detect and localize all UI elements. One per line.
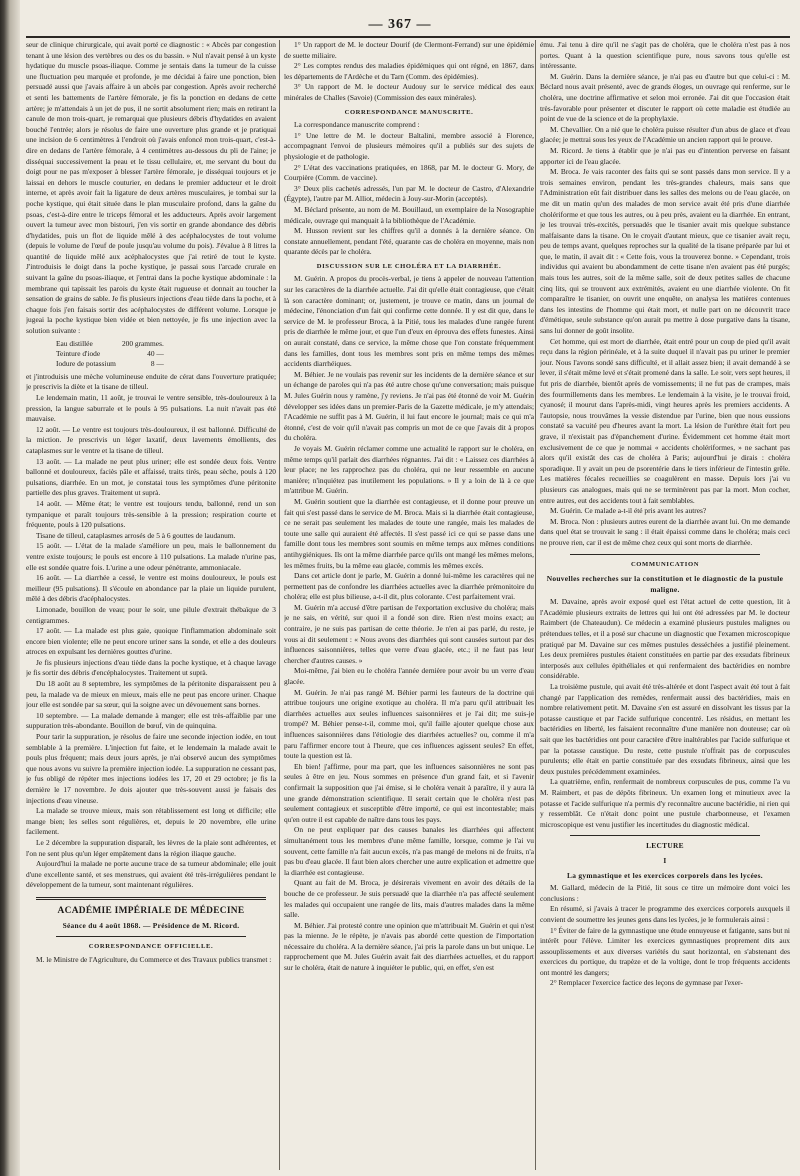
formula-amount: 200 grammes. — [121, 338, 164, 348]
paragraph: Pour tarir la suppuration, je résolus de faire une seconde injection iodée, en tout semblable à la première. L'injection fut faite, et le lendemain la malade avait le pouls plus fréquent; mais deux jours après, je n'ai observé aucun des symptômes que nous avons vu suivre la première injection iodée. La suppuration ne cessant pas, je fus obligé de répéter mes injections iodées les 17, 20 et 29 octobre; je fis la dernière le 17 novembre. Je dois ajouter que très-souvent aussi je faisais des injections d'eau vineuse. — [26, 732, 276, 805]
paragraph: M. Davaine, après avoir exposé quel est l'état actuel de cette question, lit à l'Académie plusieurs extraits de lettres qui lui ont été adressées par M. le docteur Raimbert (de Chateaudun). Ce médecin a examiné plusieurs pustules malignes ou prétendues telles, et il a posé sur chacune un diagnostic que l'examen microscopique pratiqué par M. Davaine sur ces mêmes pustules desséchées a justifié pleinement. Les deux premières pustules étaient constituées en partie par des exsudats fibrineux interposés aux cellules épithéliales et qui renfermaient des bactéridies en nombre considérable. — [540, 597, 790, 681]
formula-amount: 8 — — [150, 359, 164, 369]
paragraph: 2° Les comptes rendus des maladies épidémiques qui ont régné, en 1867, dans les départements de l'Ardèche et du Tarn (Comm. des épidémies). — [284, 61, 534, 81]
paragraph: seur de clinique chirurgicale, qui avait porté ce diagnostic : « Abcès par congestion tenant à une lésion des vertèbres ou des os du bassin. » Nul n'avait pensé à un kyste hydatique du muscle psoas-iliaque. Comme je sentais dans la tumeur de la cuisse une fluctuation peu marquée et profonde, je me décidai à faire une ponction, bien persuadé aussi que j'avais affaire à un abcès par congestion. Après avoir recherché et senti les battements de l'artère fémorale, je fis la ponction en dedans de cette artère; je m'attendais à un jet de pus, il ne sortit absolument rien; mais en retirant la canule de mon trois-quart, je remarquai que plusieurs débris d'hydatides en avaient bouché l'entrée; alors je résolus de faire une ouverture plus grande et je pratiquai une incision de 6 centimètres à l'endroit où j'avais enfoncé mon trois-quart, c'est-à-dire en dedans de l'artère fémorale, à 4 centimètres au-dessous du pli de l'aine; je disséquai successivement la peau et le tissu cellulaire, et, me servant du bout du doigt pour ne pas m'exposer à blesser l'artère fémorale, je disséquai toujours et je laissai en dehors le muscle couturier, en dedans le premier adducteur et le droit interne, et après avoir fait la ligature de deux artères musculaires, je tombai sur la poche kystique, qui était située dans le plan musculaire profond, dans la gaîne du psoas, c'est-à-dire entre le triceps fémoral et les adducteurs. Après avoir largement ouvert la tumeur avec mon bistouri, j'en vis sortir en grande abondance des débris d'hydatides, puis un flot de liquide mêlé à des acéphalocystes de tout volume (depuis le volume de l'œuf de poule jusqu'au volume du pois). J'évalue à 8 litres la quantité de liquide mêlé aux acéphalocystes que j'ai retiré de tout le kyste. J'introduisis le doigt dans la poche kystique, je passai sous l'arcade crurale en suivant la gaîne du psoas-iliaque, et j'entrai dans la poche kystique abdominale : la membrane qui tapissait les parois du kyste était rugueuse et donnait au toucher la sensation de grains de sable. Je fis plusieurs injections d'eau tiède dans la poche, et à chaque fois j'en faisais sortir des acéphalocystes de différent volume. Lorsque je jugeai la poche kystique bien vidée et bien nettoyée, je fis une injection avec la solution suivante : — [26, 40, 276, 336]
session-subtitle: Séance du 4 août 1868. — Présidence de M. Ricord. — [62, 920, 240, 930]
paragraph: et j'introduisis une mèche volumineuse enduite de cérat dans l'ouverture pratiquée; je prescrivis la diète et la tisane de tilleul. — [26, 371, 276, 392]
formula-table — [56, 339, 168, 370]
formula-ingredient: Teinture d'iode — [56, 349, 101, 359]
paragraph: Du 18 août au 8 septembre, les symptômes de la péritonite disparaissent peu à peu, la malade va de mieux en mieux, mais elle ne peut pas encore uriner. Chaque jour elle est sondée par sa sœur, qui la soigne avec un dévouement sans bornes. — [26, 679, 276, 710]
paragraph: 14 août. — Même état; le ventre est toujours tendu, ballonné, rend un son tympanique et paraît toujours très-sensible à la pression; respiration courte et fréquente, pouls à 120 pulsations. — [26, 498, 276, 530]
separator — [570, 554, 760, 555]
paragraph: M. Béclard présente, au nom de M. Bouillaud, un exemplaire de la Nosographie médicale, ouvrage qui manquait à la bibliothèque de l'Académie. — [284, 204, 534, 225]
paragraph: Eh bien! j'affirme, pour ma part, que les influences saisonnières ne sont pas seules à être en jeu. Nous sommes en présence d'un grand fait, et si l'avenir confirmait la supposition que j'ai émise, si le choléra venait à paraître, il y aura là une grande démonstration scientifique. Il serait certain que le choléra n'est pas seulement contagieux et susceptible d'être importé, ce qui est incontestable; mais qu'en outre il est capable de naître dans tous les pays. — [284, 761, 534, 824]
column-divider — [279, 40, 280, 1170]
formula-row — [56, 349, 168, 359]
communication-title: Nouvelles recherches sur la constitution et le diagnostic de la pustule maligne. — [546, 574, 784, 594]
section-heading: ACADÉMIE IMPÉRIALE DE MÉDECINE — [57, 905, 245, 916]
header-rule — [26, 36, 790, 38]
paragraph: M. Gallard, médecin de la Pitié, lit sous ce titre un mémoire dont voici les conclusions : — [540, 883, 790, 903]
paragraph: M. le Ministre de l'Agriculture, du Commerce et des Travaux publics transmet : — [36, 954, 272, 964]
paragraph: 3° Un rapport de M. le docteur Audouy sur le service médical des eaux minérales de Challes (Savoie) (Commission des eaux minérales). — [284, 82, 534, 102]
paragraph: Je voyais M. Guérin réclamer comme une actualité le rapport sur le choléra, en même temps qu'il parlait des diarrhées régnantes. J'ai dit : « Laissez ces diarrhées à leur place; ne les rapprochez pas du choléra, qui ne leur ressemble en aucune manière; n'inquiétez pas inutilement les populations. » Il y a loin de là à ce que m'attribue M. Guérin. — [284, 443, 534, 496]
paragraph: 1° Un rapport de M. le docteur Dourif (de Clermont-Ferrand) sur une épidémie de suette miliaire. — [284, 40, 534, 60]
paragraph: 2° Remplacer l'exercice factice des leçons de gymnase par l'exer- — [550, 978, 743, 988]
paragraph: 12 août. — Le ventre est toujours très-douloureux, il est ballonné. Difficulté de la miction. Je prescrivis un léger laxatif, deux lavements émollients, des cataplasmes sur le ventre et la tisane de tilleul. — [26, 424, 276, 455]
paragraph: M. Chevallier. On a nié que le choléra puisse résulter d'un abus de glace et d'eau glacée; je mettrai sous les yeux de l'Académie un ancien rapport qui le prouve. — [540, 124, 790, 145]
formula-ingredient: Iodure de potassium — [56, 359, 116, 369]
paragraph: M. Guérin. Ce malade a-t-il été pris avant les autres? — [550, 506, 707, 516]
paragraph: M. Husson revient sur les chiffres qu'il a donnés à la dernière séance. On constate annuellement, pendant l'été, quarante cas de choléra en moyenne, mais non quarante décès par le choléra. — [284, 226, 534, 257]
formula-ingredient: Eau distillée — [56, 338, 93, 348]
separator — [56, 936, 246, 937]
lecture-number: I — [663, 855, 667, 865]
formula-amount: 40 — — [147, 349, 164, 359]
paragraph: Moi-même, j'ai bien eu le choléra l'année dernière pour avoir bu un verre d'eau glacée. — [284, 666, 534, 687]
separator — [570, 835, 760, 836]
paragraph: M. Broca. Je vais raconter des faits qui se sont passés dans mon service. Il y a trois semaines environ, pendant les très-grandes chaleurs, mais sans que l'Administration eût fait distribuer dans les salles des melons ou de l'eau glacée, on me dit un matin qu'un des malades de mon service avait été pris d'une diarrhée cholériforme et que tous les autres, ou à peu près, avaient eu la diarrhée. En entrant, je les trouvai très-excités, persuadés que le tisanier avait mis quelque substance malfaisante dans la tisane. On le croyait d'autant mieux, que ce tisanier avait reçu, peu de temps avant, quelques reproches sur la qualité de la tisane préparée par lui et que, le matin, il avait dit : « Cette fois, vous la trouverez bonne. » Cependant, trois individus qui avaient bu abondamment de cette tisane n'en avaient pas été purgés; mais tous les autres, soit de la même salle, soit de deux petites salles de chacune cinq lits, qui se trouvent aux extrémités, avaient eu une diarrhée violente. On fit comparaître le tisanier, on ouvrit une enquête, on analysa les matières contenues dans les intestins de l'homme qui était mort, et nulle part on ne découvrit trace d'émétique, seule substance qu'on aurait pu mettre à dose purgative dans la tisane, sans lui donner de goût insolite. — [540, 167, 790, 336]
subsection-heading: CORRESPONDANCE OFFICIELLE. — [88, 943, 214, 951]
paragraph: 15 août. — L'état de la malade s'améliore un peu, mais le ballonnement du ventre existe toujours; le pouls est encore à 110 pulsations. La malade n'urine pas, elle est sondée quatre fois. L'urine a une odeur pénétrante, ammoniacale. — [26, 541, 276, 572]
paragraph: Tisane de tilleul, cataplasmes arrosés de 5 à 6 gouttes de laudanum. — [36, 530, 236, 540]
page-number: — 367 — — [368, 17, 432, 32]
column-2 — [284, 40, 534, 1170]
paragraph: M. Guérin soutient que la diarrhée est contagieuse, et il donne pour preuve un fait qui s'est passé dans le service de M. Broca. Mais si la diarrhée était contagieuse, ce ne serait pas seulement les malades de toute une rangée, mais les malades de toute une salle qui auraient été affectés. Il s'est passé ici ce qui se passe dans une famille dont tous les membres sont soumis en même temps aux mêmes conditions antihygiéniques. Ils ont la même diarrhée parce qu'ils ont mangé les mêmes melons, les mêmes fruits, bu la même eau glacée, commis les mêmes excès. — [284, 496, 534, 570]
paragraph: La quatrième, enfin, renfermait de nombreux corpuscules de pus, comme l'a vu M. Raimbert, et pas de dépôts fibrineux. Un examen long et minutieux avec la potasse et l'acide sulfurique n'a permis d'y reconnaître aucune bactéridie, ni rien qui y ressemblât. Ce n'était donc point une pustule charbonneuse, et l'examen microscopique est venu justifier les incertitudes du diagnostic médical. — [540, 777, 790, 829]
section-heading: COMMUNICATION — [630, 560, 700, 568]
paragraph: 1° Une lettre de M. le docteur Baltalini, membre associé à Florence, accompagnant l'envoi de plusieurs mémoires qu'il a publiés sur des sujets de physiologie et de pathologie. — [284, 130, 534, 161]
paragraph: Limonade, bouillon de veau; pour le soir, une pilule d'extrait thébaïque de 3 centigrammes. — [26, 604, 276, 625]
paragraph: M. Guérin. A propos du procès-verbal, je tiens à appeler de nouveau l'attention sur les caractères de la diarrhée actuelle. J'ai dit qu'elle était contagieuse, que c'était là son caractère dominant; or, justement, je trouve ce matin, dans un journal de médecine, l'énonciation d'un fait qui confirme cette donnée. Il y est dit que, dans le service de M. le professeur Broca, à la Pitié, tous les malades d'une rangée furent pris de diarrhée le même jour, et que l'un d'eux en éprouva des effets funestes. Ainsi on aurait constaté, dans ce service, la même chose que l'on constate fréquemment dans les familles, dont tous les membres sont pris en même temps des mêmes accidents diarrhéiques. — [284, 274, 534, 369]
paragraph: 10 septembre. — La malade demande à manger; elle est très-affaiblie par une suppuration très-abondante. Bouillon de bœuf, vin de quinquina. — [26, 710, 276, 731]
section-heading: LECTURE — [646, 841, 684, 851]
paragraph: La correspondance manuscrite comprend : — [294, 120, 420, 130]
paragraph: M. Béhier. Je ne voulais pas revenir sur les incidents de la dernière séance et sur un échange de paroles qui n'a pas été autre chose qu'une conversation; mais puisque M. Jules Guérin nous y ramène, j'y reviens. Je n'ai pas été étonné de voir M. Guérin développer ses idées dans un premier-Paris de la Gazette médicale, je m'y attendais; l'Académie ne suffit pas à M. Guérin, il lui faut encore le journal; mais ce qui m'a étonné, c'est de voir qu'il n'avait pas compris un mot de ce que j'avais dit à propos du choléra. — [284, 369, 534, 443]
lecture-title: La gymnastique et les exercices corporels dans les lycées. — [567, 870, 763, 880]
paragraph: Je fis plusieurs injections d'eau tiède dans la poche kystique, et à chaque lavage je fis sortir des débris d'encéphalocystes. Traitement ut suprà. — [26, 657, 276, 678]
section-separator — [36, 897, 266, 900]
paragraph: M. Béhier. J'ai protesté contre une opinion que m'attribuait M. Guérin et qui n'est pas la mienne. Je le répète, je n'avais pas abordé cette question de l'importation nécessaire du choléra. A la dernière séance, j'ai pris la parole dans un but unique. Le rapprochement que M. Jules Guérin avait fait des diarrhées actuelles, et du rapport sur le choléra, était de nature à inquiéter le public, qui, en effet, s'en est — [284, 920, 534, 973]
paragraph: M. Broca. Non : plusieurs autres eurent de la diarrhée avant lui. On me demande dans quel état se trouvait le sang : il était épaissi comme dans le choléra; mais ceci ne prouve rien, car il est de même chez ceux qui sont morts de diarrhée. — [540, 516, 790, 547]
paragraph: 13 août. — La malade ne peut plus uriner; elle est sondée deux fois. Ventre ballonné et douloureux, faciès pâle et affaissé, traits tirés, peau sèche, pouls à 120 pulsations, diarrhée. En un mot, je constatai tous les symptômes d'une péritonite partielle des plus graves. Traitement ut suprà. — [26, 456, 276, 498]
paragraph: M. Ricord. Je tiens à établir que je n'ai pas eu d'intention perverse en faisant apporter ici de l'eau glacée. — [540, 145, 790, 166]
paragraph: Dans cet article dont je parle, M. Guérin a donné lui-même les caractères qui ne permettent pas de confondre les diarrhées actuelles avec la diarrhée prémonitoire du choléra; elle est plus bilieuse, a-t-il dit, plus colorante. C'est parfaitement vrai. — [284, 571, 534, 602]
formula-row — [56, 339, 168, 349]
column-3 — [540, 40, 790, 1170]
paragraph: 3° Deux plis cachetés adressés, l'un par M. le docteur de Castro, d'Alexandrie (Égypte), l'autre par M. Alliot, médecin à Jouy-sur-Morin (acceptés). — [284, 183, 534, 204]
paragraph: Quant au fait de M. Broca, je désirerais vivement en avoir des détails de la bouche de ce professeur. Je suis persuadé que la diarrhée n'a pas affecté seulement les malades qui occupaient une rangée de lits, mais d'autres malades dans la même salle. — [284, 878, 534, 920]
column-1 — [26, 40, 276, 1170]
formula-row — [56, 359, 168, 369]
subsection-heading: DISCUSSION SUR LE CHOLÉRA ET LA DIARRHÉE. — [316, 262, 502, 270]
paragraph: Le lendemain matin, 11 août, je trouvai le ventre sensible, très-douloureux à la pression, la langue saburrale et le pouls à 95 pulsations. La nuit n'avait pas été mauvaise. — [26, 393, 276, 424]
paragraph: M. Guérin m'a accusé d'être partisan de l'exportation exclusive du choléra; mais je ne sais, en vérité, sur quoi il a fondé son dire. Rien n'est moins exact; au contraire, je ne suis pas partisan de cette théorie. Je n'en ai pas parlé, du reste, je vous ai dit seulement : « Nous avons des diarrhées qui sont causées surtout par des influences saisonnières, telles que verre d'eau glacée, etc.; il ne faut pas leur chercher d'autres causes. » — [284, 602, 534, 665]
paragraph: Aujourd'hui la malade ne porte aucune trace de sa tumeur abdominale; elle jouit d'une excellente santé, et ses menstrues, qui avaient été très-irrégulières pendant le développement de la tumeur, sont maintenant régulières. — [26, 859, 276, 890]
paragraph: ému. J'ai tenu à dire qu'il ne s'agit pas de choléra, que le choléra n'est pas à nos portes. Quant à la question scientifique pure, nous savons tous qu'elle est intéressante. — [540, 40, 790, 71]
paragraph: 17 août. — La malade est plus gaie, quoique l'inflammation abdominale soit encore bien violente; elle ne peut encore uriner sans la sonde, et elle a des douleurs atroces en expulsant les dernières gouttes d'urine. — [26, 626, 276, 657]
paragraph: 2° L'état des vaccinations pratiquées, en 1868, par M. le docteur G. Mory, de Courpière (Comm. de vaccine). — [284, 162, 534, 183]
subsection-heading: CORRESPONDANCE MANUSCRITE. — [344, 108, 474, 116]
paragraph: La troisième pustule, qui avait été très-altérée et dont l'aspect avait été tout à fait changé par l'application des remèdes, renfermait aussi des bactéridies, mais en nombre relativement petit. M. Davaine s'en est assuré en dissolvant les tissus par la potasse caustique et par l'acide sulfurique concentré. Les résidus, en mettant les bactéridies en liberté, les faisaient reconnaître d'une manière non douteuse; car où sait que les bactéridies ont pour caractère d'être inaltérables par l'acide sulfurique et par la potasse caustique. Du reste, cette pustule n'offrait pas de corpuscules purulents; elle était en partie constituée par des exsudats fibrineux, ainsi que les deux pustules précédemment examinées. — [540, 682, 790, 776]
paragraph: La malade se trouve mieux, mais son rétablissement est long et difficile; elle mange bien; les selles sont régulières, et, depuis le 20 novembre, elle urine facilement. — [26, 806, 276, 837]
paragraph: On ne peut expliquer par des causes banales les diarrhées qui affectent simultanément tous les membres d'une même famille, lorsque, comme je l'ai vu souvent, cette famille n'a fait aucun excès, n'a pas mangé de melons ni de fruits, n'a pas bu d'eau glacée. Il faut bien alors chercher une autre explication et admettre que la diarrhée est contagieuse. — [284, 825, 534, 877]
paragraph: M. Guérin. Je n'ai pas rangé M. Béhier parmi les fauteurs de la doctrine qui attribue toujours une origine exotique au choléra. Il m'a paru qu'il attribuait les diarrhées actuelles aux seules influences saisonnières et je l'ai dit; me suis-je trompé? M. Béhier pense-t-il, comme moi, qu'il faille ajouter quelque chose aux influences saisonnières dans l'étiologie des diarrhées actuelles? ou, comme il m'a paru l'affirmer encore tout à l'heure, que ces influences agissent seules? En effet, toute la question est là. — [284, 687, 534, 761]
paragraph: M. Guérin. Dans la dernière séance, je n'ai pas eu d'autre but que celui-ci : M. Béclard nous avait présenté, avec de grands éloges, un ouvrage qui renferme, sur le choléra, une doctrine affirmative et selon moi erronée. J'ai dit que l'occasion était très-favorable pour présenter et discuter le rapport où cette maladie est étudiée au point de vue de la science et de la prophylaxie. — [540, 71, 790, 124]
column-divider — [535, 40, 536, 1170]
paragraph: En résumé, si j'avais à tracer le programme des exercices corporels auxquels il convient de soumettre les jeunes gens dans les lycées, je le formulerais ainsi : — [540, 904, 790, 924]
paragraph: 1° Éviter de faire de la gymnastique une étude ennuyeuse et fatigante, sans but ni intérêt pour l'élève. Limiter les exercices gymnastiques proprement dits aux assouplissements et aux diverses variétés du saut horizontal, en s'abstenant des exercices du portique, du trapèze et de la voltige, dont le trop fréquents accidents ont montré les dangers; — [540, 925, 790, 977]
paragraph: Cet homme, qui est mort de diarrhée, était entré pour un coup de pied qu'il avait reçu dans la région périnéale, et à la suite duquel il n'avait pas pu uriner le premier jour. Nous l'avons sondé sans difficulté, et il allait assez bien; il avait demandé à se lever, il s'était même levé et s'était promené dans la salle. Le soir, vers sept heures, il fut pris de diarrhée, bientôt après de vomissements; il ne fut pas de crampes, mais des fourmillements dans les membres. Le lendemain à la visite, je le trouvai froid, cyanosé; il mourut dans l'après-midi, vingt heures après les premiers accidents. A l'autopsie, nous trouvâmes la vessie distendue par l'urine, bien que nous eussions constaté sa vacuité peu d'heures avant la mort. La lésion de l'urèthre était fort peu grave, il n'existait pas d'épanchement d'urine. Évidemment cet homme était mort exclusivement de ce que je nommai « accidents cholériformes, » ne sachant pas alors qu'il existât des cas de choléra à Paris; aujourd'hui je dirais : choléra sporadique. Il y avait un peu de psorentérie dans le tiers inférieur de l'intestin grêle. Les matières fécales recueillies se coagulèrent en masse. Depuis lors j'ai vu plusieurs cas analogues, mais qui ne se terminèrent pas par la mort. Mon cocher, entre autres, eut des accidents tout à fait semblables. — [540, 336, 790, 505]
binding-margin — [0, 0, 20, 1176]
paragraph: 16 août. — La diarrhée a cessé, le ventre est moins douloureux, le pouls est meilleur (95 pulsations). Il s'écoule en abondance par la plaie un liquide purulent, mêlé à des débris d'acéphalocystes. — [26, 573, 276, 604]
paragraph: Le 2 décembre la suppuration disparaît, les lèvres de la plaie sont adhérentes, et l'on ne sent plus qu'un léger empâtement dans la région iliaque gauche. — [26, 837, 276, 858]
